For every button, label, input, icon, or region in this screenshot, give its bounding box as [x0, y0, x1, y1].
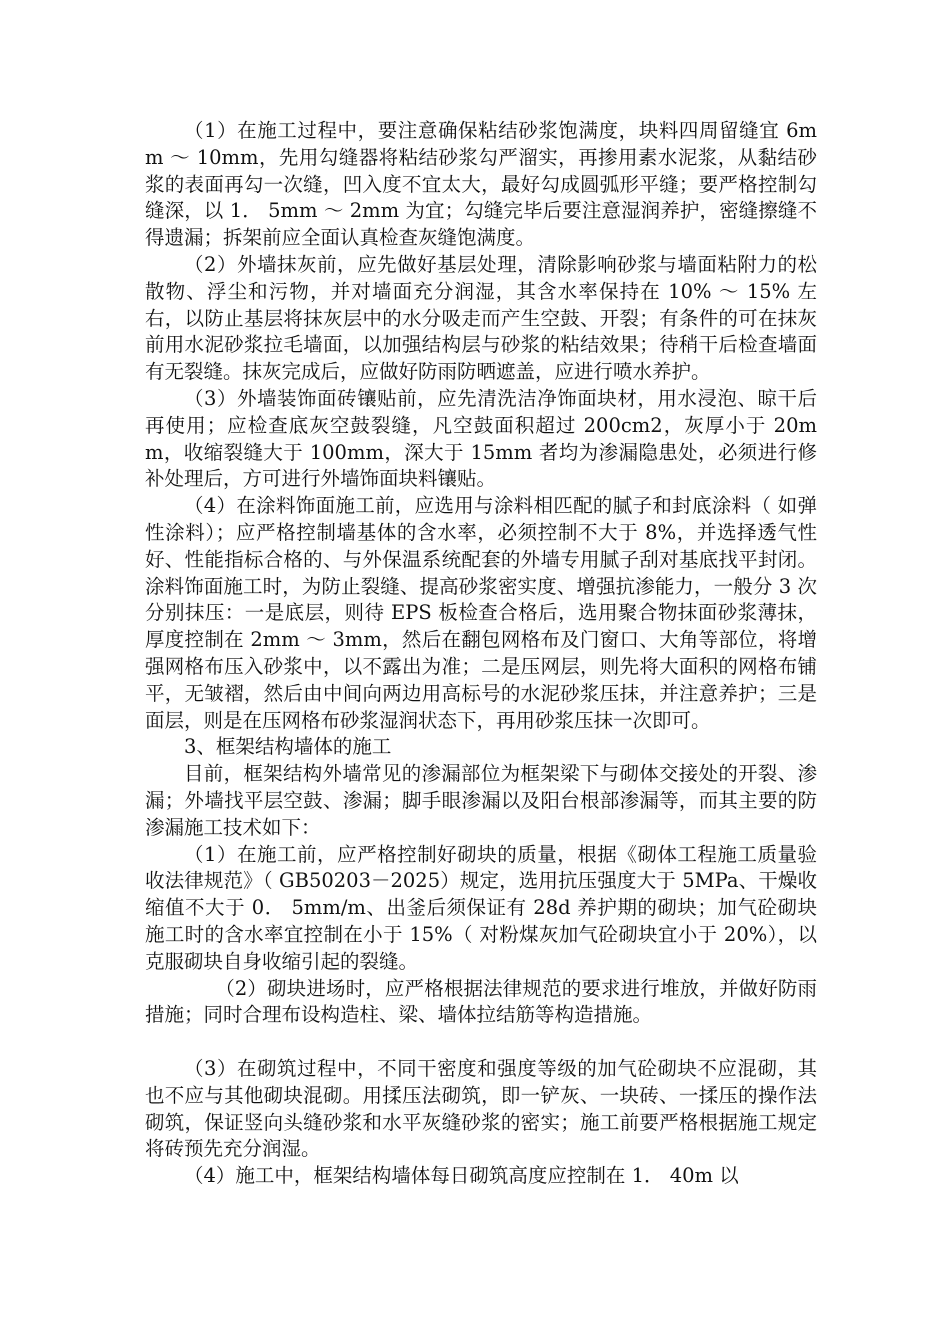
paragraph-intro-leakage: 目前，框架结构外墙常见的渗漏部位为框架梁下与砌体交接处的开裂、渗漏；外墙找平层空鼓、渗漏；脚手眼渗漏以及阳台根部渗漏等，而其主要的防渗漏施工技术如下： — [145, 762, 817, 839]
paragraph-masonry-process: （3）在砌筑过程中，不同干密度和强度等级的加气砼砌块不应混砌，其也不应与其他砌块混砌。用揉压法砌筑，即一铲灰、一块砖、一揉压的操作法砌筑，保证竖向头缝砂浆和水平灰缝砂浆的密实；施工前要严格根据施工规定将砖预先充分润湿。 — [145, 1057, 817, 1161]
document-body — [145, 118, 817, 1190]
paragraph-plastering: （2）外墙抹灰前，应先做好基层处理，清除影响砂浆与墙面粘附力的松散物、浮尘和污物，并对墙面充分润湿，其含水率保持在 10% ～ 15% 左右，以防止基层将抹灰层中的水分吸走而产生空鼓、开裂；有条件的可在抹灰前用水泥砂浆拉毛墙面，以加强结构层与砂浆的粘结效果；待稍干后检查墙面有无裂缝。抹灰完成后，应做好防雨防晒遮盖，应进行喷水养护。 — [145, 252, 817, 384]
paragraph-block-storage: （2）砌块进场时，应严格根据法律规范的要求进行堆放，并做好防雨措施；同时合理布设构造柱、梁、墙体拉结筋等构造措施。 — [145, 976, 817, 1027]
paragraph-coating: （4）在涂料饰面施工前，应选用与涂料相匹配的腻子和封底涂料（ 如弹性涂料）；应严格控制墙基体的含水率，必须控制不大于 8%，并选择透气性好、性能指标合格的、与外保温系统配套的外墙专用腻子刮对基底找平封闭。涂料饰面施工时，为防止裂缝、提高砂浆密实度、增强抗渗能力，一般分 3 次分别抹压：一是底层，则待 EPS 板检查合格后，选用聚合物抹面砂浆薄抹，厚度控制在 2mm ～ 3mm，然后在翻包网格布及门窗口、大角等部位，将增强网格布压入砂浆中，以不露出为准；二是压网层，则先将大面积的网格布铺平，无皱褶，然后由中间向两边用高标号的水泥砂浆压抹，并注意养护；三是面层，则是在压网格布砂浆湿润状态下，再用砂浆压抹一次即可。 — [145, 494, 817, 732]
paragraph-tile-facing: （3）外墙装饰面砖镶贴前，应先清洗洁净饰面块材，用水浸泡、晾干后再使用；应检查底灰空鼓裂缝，凡空鼓面积超过 200cm2，灰厚小于 20mm，收缩裂缝大于 100mm，深大于 15mm 者均为渗漏隐患处，必须进行修补处理后，方可进行外墙饰面块料镶贴。 — [145, 386, 817, 491]
paragraph-gap — [145, 1029, 817, 1056]
section-heading-frame-walls: 3、框架结构墙体的施工 — [184, 735, 392, 759]
paragraph-daily-height: （4）施工中，框架结构墙体每日砌筑高度应控制在 1． 40m 以 — [184, 1164, 739, 1188]
paragraph-block-quality: （1）在施工前，应严格控制好砌块的质量，根据《砌体工程施工质量验收法律规范》（ GB50203－2025）规定，选用抗压强度大于 5MPa、干燥收缩值不大于 0． 5mm/m、出釜后须保证有 28d 养护期的砌块；加气砼砌块施工时的含水率宜控制在小于 15%（ 对粉煤灰加气砼砌块宜小于 20%），以克服砌块自身收缩引起的裂缝。 — [145, 842, 817, 973]
paragraph-mortar-joints: （1）在施工过程中，要注意确保粘结砂浆饱满度，块料四周留缝宜 6mm ～ 10mm，先用勾缝器将粘结砂浆勾严溜实，再掺用素水泥浆，从黏结砂浆的表面再勾一次缝，凹入度不宜太大，最好勾成圆弧形平缝；要严格控制勾缝深，以 1． 5mm ～ 2mm 为宜；勾缝完毕后要注意湿润养护，密缝擦缝不得遗漏；拆架前应全面认真检查灰缝饱满度。 — [145, 119, 817, 250]
